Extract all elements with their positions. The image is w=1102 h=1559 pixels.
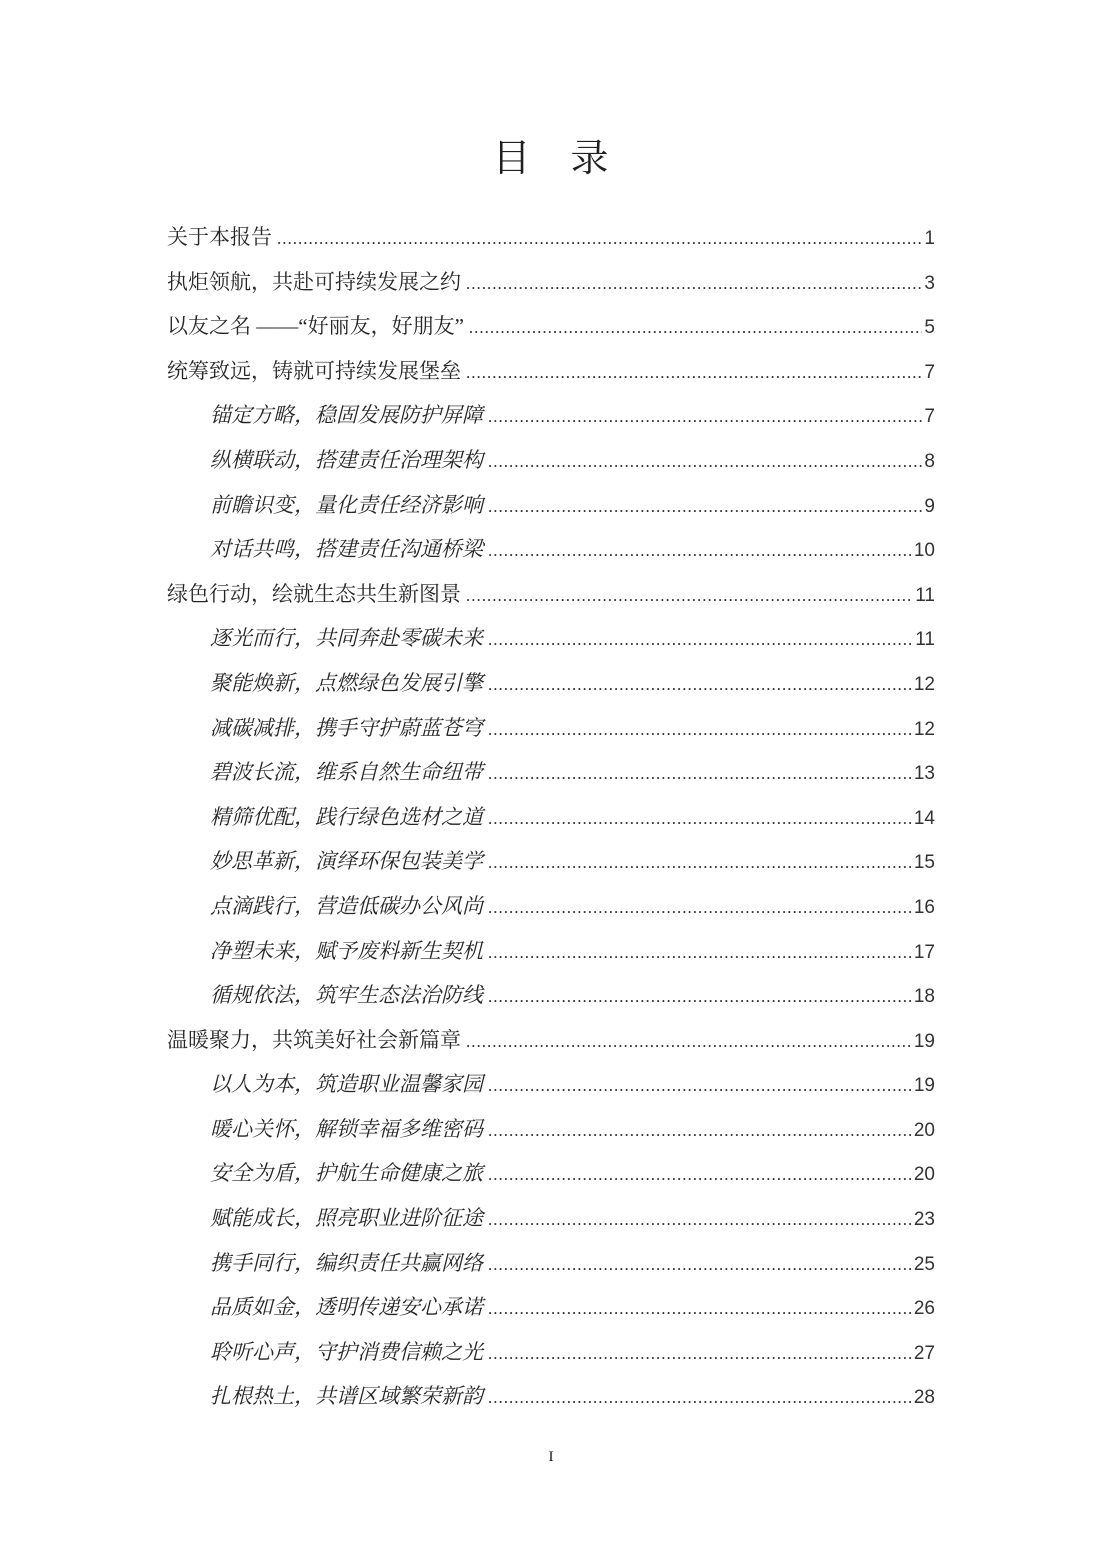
toc-dot-leader [466,1019,912,1064]
toc-dot-leader [488,751,912,796]
toc-title: 目 录 [492,138,610,180]
toc-entry-title: 净塑未来，赋予废料新生契机 [210,938,483,963]
toc-entry[interactable] [167,305,935,350]
toc-entry-title: 逐光而行，共同奔赴零碳未来 [210,626,483,651]
toc-entry[interactable] [167,1152,935,1197]
toc-entry-title: 暖心关怀，解锁幸福多维密码 [210,1116,483,1141]
toc-entry-title: 对话共鸣，搭建责任沟通桥梁 [210,537,483,562]
toc-entry[interactable] [167,751,935,796]
toc-entry-page-number: 5 [924,317,935,339]
toc-dot-leader [488,394,922,439]
toc-dot-leader [488,1152,912,1197]
toc-entry[interactable] [167,1242,935,1287]
toc-dot-leader [488,885,912,930]
toc-dot-leader [488,796,912,841]
toc-entry-title: 扎根热土，共谱区域繁荣新韵 [210,1384,483,1409]
toc-entry-page-number: 25 [913,1253,935,1275]
toc-entry-page-number: 10 [913,540,935,562]
toc-dot-leader [488,840,912,885]
toc-list [167,216,935,1420]
toc-dot-leader [488,1197,912,1242]
toc-entry[interactable] [167,1063,935,1108]
toc-dot-leader [488,484,922,529]
toc-entry-title: 精筛优配，践行绿色选材之道 [210,804,483,829]
toc-entry-page-number: 27 [913,1342,935,1364]
toc-entry-title: 以人为本，筑造职业温馨家园 [210,1072,483,1097]
toc-dot-leader [488,1286,912,1331]
toc-entry-title: 携手同行，编织责任共赢网络 [210,1250,483,1275]
toc-entry-title: 品质如金，透明传递安心承诺 [210,1295,483,1320]
toc-entry-title: 减碳减排，携手守护蔚蓝苍穹 [210,715,483,740]
toc-entry[interactable] [167,528,935,573]
toc-entry[interactable] [167,439,935,484]
toc-entry[interactable] [167,840,935,885]
toc-entry-page-number: 11 [915,629,935,651]
toc-entry-page-number: 13 [913,763,935,785]
toc-entry-page-number: 16 [913,896,935,918]
toc-entry[interactable] [167,930,935,975]
toc-dot-leader [488,1108,912,1153]
toc-dot-leader [488,662,912,707]
toc-dot-leader [488,528,912,573]
toc-dot-leader [466,350,922,395]
toc-entry-page-number: 19 [913,1075,935,1097]
toc-entry-title: 纵横联动，搭建责任治理架构 [210,447,483,472]
toc-entry-page-number: 28 [913,1387,935,1409]
toc-entry-page-number: 15 [913,852,935,874]
toc-entry-title: 关于本报告 [167,225,272,249]
toc-entry-page-number: 20 [913,1119,935,1141]
toc-entry-title: 绿色行动，绘就生态共生新图景 [167,581,461,606]
toc-entry-title: 安全为盾，护航生命健康之旅 [210,1161,483,1186]
toc-dot-leader [469,305,923,350]
toc-entry-title: 执炬领航，共赴可持续发展之约 [167,269,461,294]
toc-entry-page-number: 26 [913,1298,935,1320]
toc-entry[interactable] [167,974,935,1019]
toc-entry[interactable] [167,1197,935,1242]
toc-entry-title: 锚定方略，稳固发展防护屏障 [210,403,483,428]
toc-dot-leader [488,1375,912,1420]
toc-entry[interactable] [167,394,935,439]
toc-dot-leader [488,930,912,975]
toc-dot-leader [488,1063,912,1108]
toc-entry[interactable] [167,662,935,707]
toc-entry-title: 碧波长流，维系自然生命纽带 [210,760,483,785]
toc-dot-leader [466,573,913,618]
toc-entry[interactable] [167,1331,935,1376]
toc-dot-leader [488,707,912,752]
toc-entry-page-number: 23 [913,1209,935,1231]
toc-entry-page-number: 12 [913,673,935,695]
toc-dot-leader [488,1331,912,1376]
toc-entry[interactable] [167,707,935,752]
toc-dot-leader [488,974,912,1019]
toc-entry[interactable] [167,885,935,930]
toc-entry-title: 点滴践行，营造低碳办公风尚 [210,893,483,918]
toc-dot-leader [488,1242,912,1287]
toc-entry-page-number: 19 [913,1030,935,1052]
toc-entry-title: 循规依法，筑牢生态法治防线 [210,983,483,1008]
toc-entry[interactable] [167,261,935,306]
toc-entry-title: 以友之名 ——“好丽友，好朋友” [167,314,464,339]
toc-entry[interactable] [167,573,935,618]
toc-entry-page-number: 14 [913,807,935,829]
toc-entry-page-number: 7 [924,406,935,428]
toc-entry[interactable] [167,350,935,395]
toc-dot-leader [488,617,913,662]
toc-entry-title: 赋能成长，照亮职业进阶征途 [210,1206,483,1231]
toc-entry[interactable] [167,617,935,662]
toc-entry-title: 聚能焕新，点燃绿色发展引擎 [210,670,483,695]
toc-entry-page-number: 20 [913,1164,935,1186]
toc-entry-title: 妙思革新，演绎环保包装美学 [210,849,483,874]
toc-entry-page-number: 11 [915,584,935,606]
toc-entry-page-number: 7 [924,361,935,383]
toc-entry-title: 温暖聚力，共筑美好社会新篇章 [167,1027,461,1052]
toc-entry-title: 聆听心声，守护消费信赖之光 [210,1339,483,1364]
toc-entry[interactable] [167,1108,935,1153]
toc-entry-page-number: 18 [913,986,935,1008]
toc-dot-leader [277,216,922,261]
toc-entry[interactable] [167,796,935,841]
toc-entry-page-number: 9 [924,495,935,517]
toc-entry-title: 统筹致远，铸就可持续发展堡垒 [167,358,461,383]
toc-entry-page-number: 17 [913,941,935,963]
toc-entry[interactable] [167,216,935,261]
toc-entry-page-number: 3 [924,272,935,294]
toc-entry[interactable] [167,1375,935,1420]
toc-entry-page-number: 8 [924,450,935,472]
toc-entry[interactable] [167,1019,935,1064]
toc-dot-leader [466,261,922,306]
toc-entry-page-number: 1 [924,228,935,249]
toc-entry-page-number: 12 [913,718,935,740]
toc-entry[interactable] [167,1286,935,1331]
toc-entry[interactable] [167,484,935,529]
toc-entry-title: 前瞻识变，量化责任经济影响 [210,492,483,517]
toc-dot-leader [488,439,922,484]
footer-page-number: I [548,1449,554,1465]
